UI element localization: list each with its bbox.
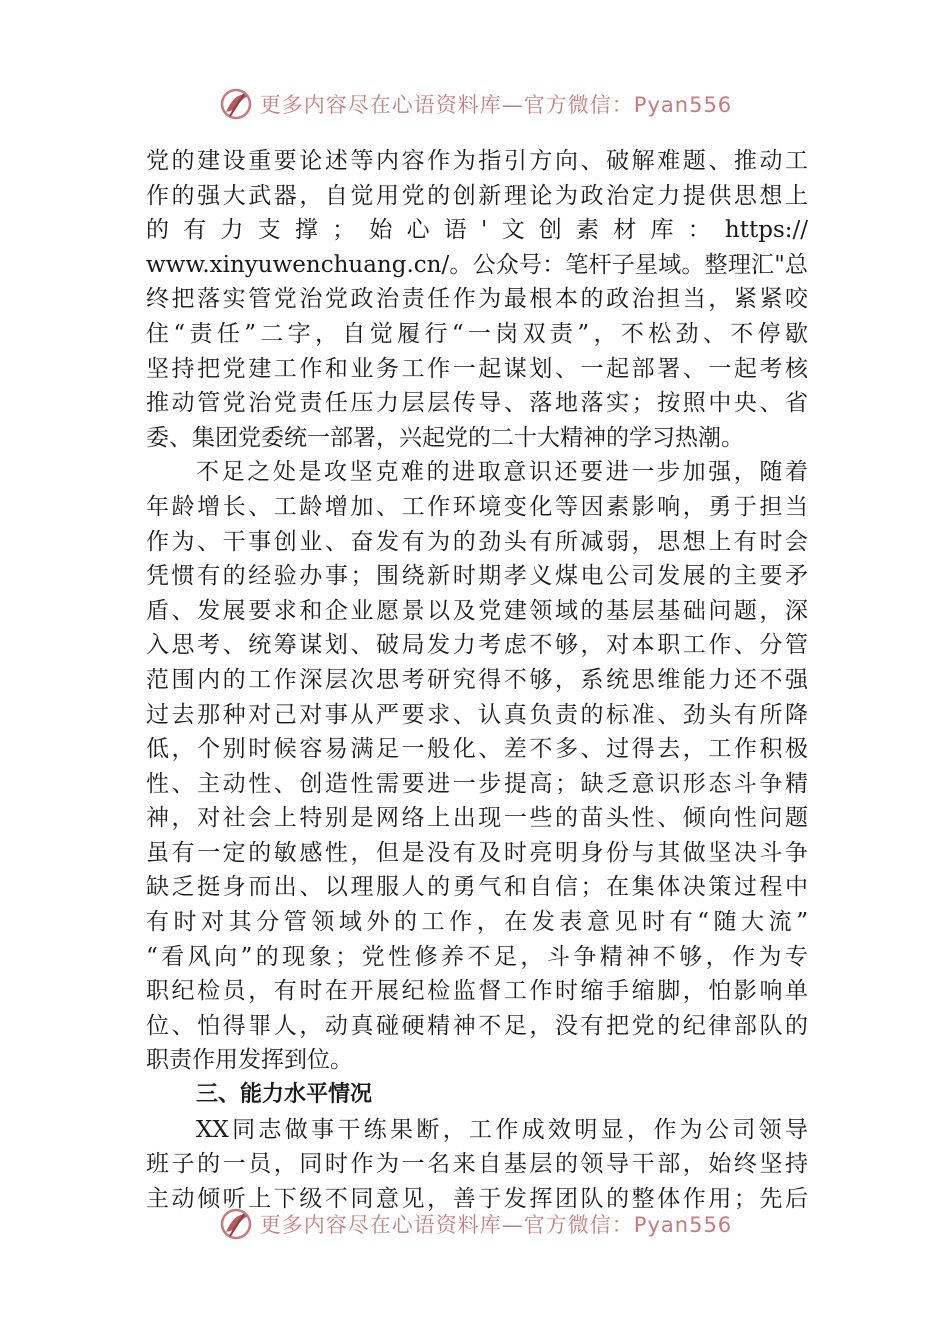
text-line: 住“责任”二字，自觉履行“一岗双责”，不松劲、不停歇 xyxy=(146,320,808,347)
text-line: “看风向”的现象；党性修养不足，斗争精神不够，作为专 xyxy=(146,943,808,970)
text-line: 入思考、统筹谋划、破局发力考虑不够，对本职工作、分管 xyxy=(146,632,808,659)
text-line: 范围内的工作深层次思考研究得不够，系统思维能力还不强 xyxy=(146,666,808,693)
text-line: 坚持把党建工作和业务工作一起谋划、一起部署、一起考核 xyxy=(146,355,808,382)
section-heading: 三、能力水平情况 xyxy=(196,1082,373,1108)
text-line: 职责作用发挥到位。 xyxy=(146,1047,353,1074)
text-line: 凭惯有的经验办事；围绕新时期孝义煤电公司发展的主要矛 xyxy=(146,563,808,590)
text-line: 主动倾听上下级不同意见，善于发挥团队的整体作用；先后 xyxy=(146,1185,808,1212)
text-line: 性、主动性、创造性需要进一步提高；缺乏意识形态斗争精 xyxy=(146,770,808,797)
text-line: 过去那种对己对事从严要求、认真负责的标准、劲头有所降 xyxy=(146,701,808,728)
text-line: XX同志做事干练果断，工作成效明显，作为公司领导 xyxy=(196,1116,808,1143)
text-line: 终把落实管党治党政治责任作为最根本的政治担当，紧紧咬 xyxy=(146,286,808,313)
text-line: 作为、干事创业、奋发有为的劲头有所减弱，思想上有时会 xyxy=(146,528,808,555)
text-line: 作的强大武器，自觉用党的创新理论为政治定力提供思想上 xyxy=(146,182,808,209)
watermark-text: 更多内容尽在心语资料库—官方微信：Pyan556 xyxy=(259,93,733,117)
text-line: 神，对社会上特别是网络上出现一些的苗头性、倾向性问题 xyxy=(146,805,808,832)
watermark-logo-icon xyxy=(218,86,254,122)
text-line: 位、怕得罪人，动真碰硬精神不足，没有把党的纪律部队的 xyxy=(146,1012,808,1039)
watermark-logo-icon xyxy=(218,1206,254,1242)
watermark-text: 更多内容尽在心语资料库—官方微信：Pyan556 xyxy=(259,1213,733,1237)
text-line: 不足之处是攻坚克难的进取意识还要进一步加强，随着 xyxy=(196,459,808,486)
text-line: 推动管党治党责任压力层层传导、落地落实；按照中央、省 xyxy=(146,390,808,417)
header-watermark xyxy=(0,84,950,124)
text-line: www.xinyuwenchuang.cn/。公众号：笔杆子星域。整理汇"总 xyxy=(146,251,808,278)
text-line: 缺乏挺身而出、以理服人的勇气和自信；在集体决策过程中 xyxy=(146,874,808,901)
text-line: 低，个别时候容易满足一般化、差不多、过得去，工作积极 xyxy=(146,736,808,763)
text-line: 班子的一员，同时作为一名来自基层的领导干部，始终坚持 xyxy=(146,1151,808,1178)
text-line: 职纪检员，有时在开展纪检监督工作时缩手缩脚，怕影响单 xyxy=(146,978,808,1005)
text-line: 委、集团党委统一部署，兴起党的二十大精神的学习热潮。 xyxy=(146,424,744,451)
document-body xyxy=(146,144,808,1216)
text-line: 有时对其分管领域外的工作，在发表意见时有“随大流” xyxy=(146,909,808,936)
text-line: 党的建设重要论述等内容作为指引方向、破解难题、推动工 xyxy=(146,148,808,174)
footer-watermark xyxy=(0,1204,950,1244)
text-line: 的有力支撑；始心语'文创素材库：https:// xyxy=(146,217,808,244)
text-line: 盾、发展要求和企业愿景以及党建领域的基层基础问题，深 xyxy=(146,597,808,624)
text-line: 虽有一定的敏感性，但是没有及时亮明身份与其做坚决斗争 xyxy=(146,839,808,866)
text-line: 年龄增长、工龄增加、工作环境变化等因素影响，勇于担当 xyxy=(146,493,808,520)
